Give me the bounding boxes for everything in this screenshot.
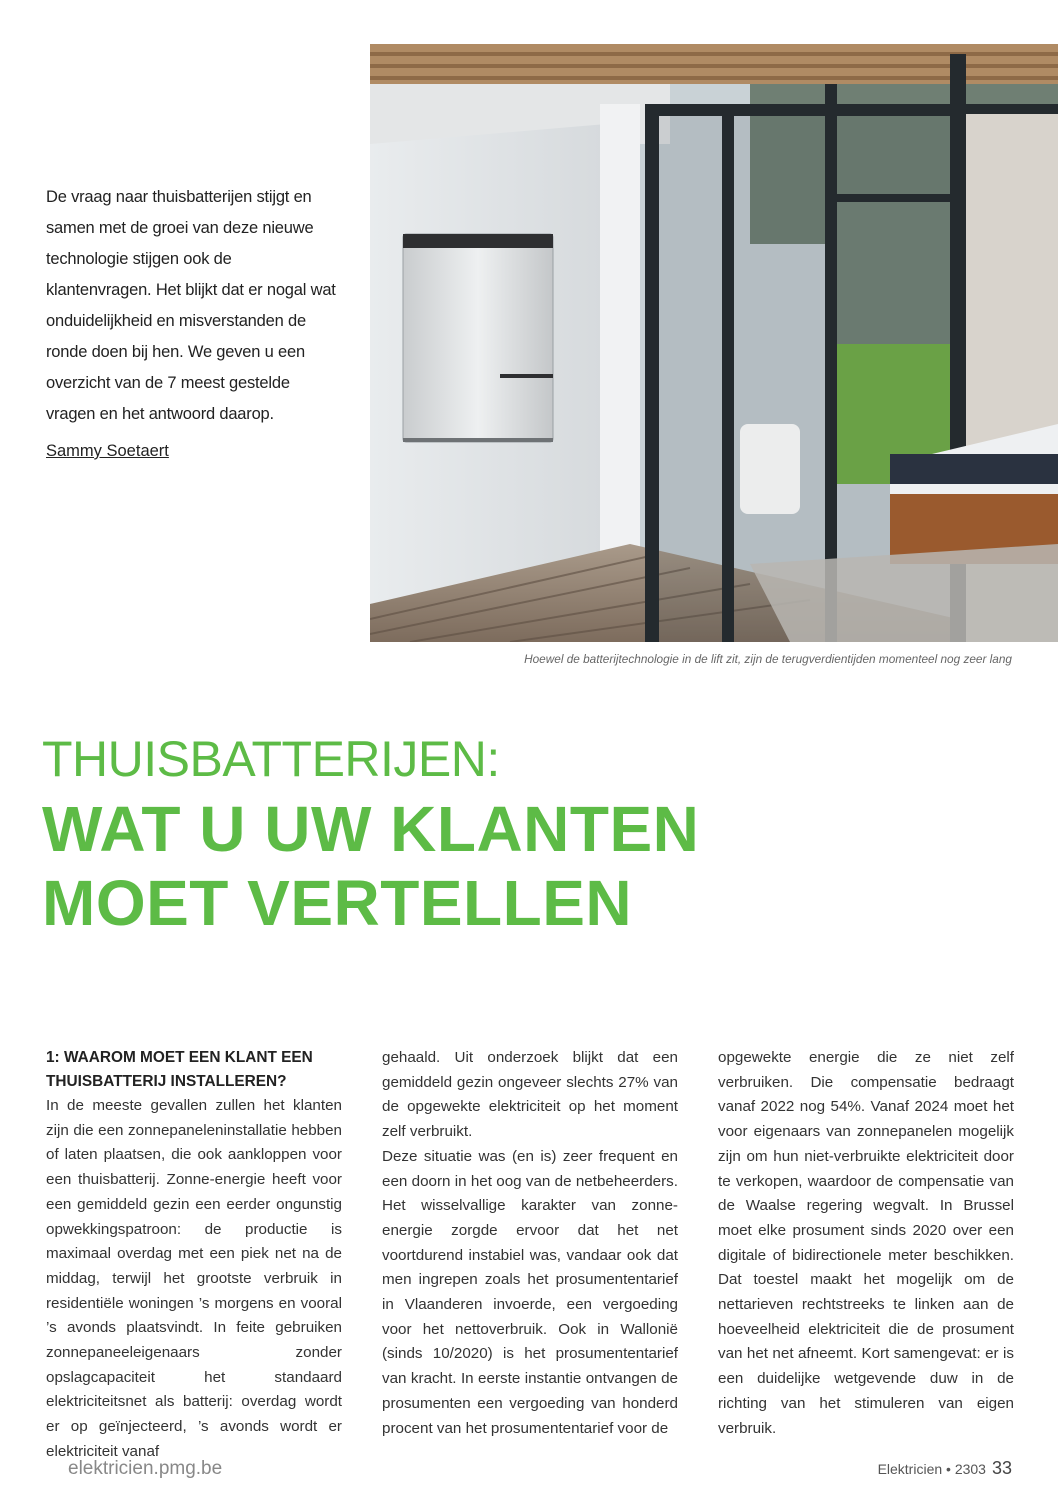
section-heading: 1: WAAROM MOET EEN KLANT EEN THUISBATTERIJ INSTALLEREN? [46, 1049, 313, 1090]
page-number: 33 [991, 1458, 1012, 1478]
headline-kicker: THUISBATTERIJEN: [42, 731, 500, 787]
issue-label: Elektricien • 2303 [877, 1461, 986, 1477]
article-column-2 [382, 1046, 678, 1441]
page-footer [878, 1458, 1012, 1479]
column-3-paragraph: opgewekte energie die ze niet zelf verbruiken. Die compensatie bedraagt vanaf 2022 nog 54%. Vanaf 2024 moet het voor eigenaars van zonnepanelen mogelijk zijn om hun niet-verbruikte elektriciteit door te verkopen, waardoor de compensatie van de Waalse regering wegvalt. In Brussel moet elke prosument sinds 2020 over een digitale of bidirectionele meter beschikken. Dat toestel maakt het mogelijk om de nettarieven rechtstreeks te linken aan de hoeveelheid elektriciteit die de prosument van het net afneemt. Kort samengevat: er is een duidelijke wetgevende duw in de richting van het stimuleren van eigen verbruik. [718, 1049, 1014, 1437]
photo-caption: Hoewel de batterijtechnologie in de lift zit, zijn de terugverdientijden momenteel nog zeer lang [524, 652, 1012, 666]
article-photo [370, 44, 1058, 642]
house-terrace-illustration [370, 44, 1058, 642]
website-link[interactable]: elektricien.pmg.be [68, 1458, 223, 1479]
intro-paragraph [46, 182, 336, 430]
headline-line-1: WAT U UW KLANTEN [42, 793, 700, 865]
column-2-paragraph-1: gehaald. Uit onderzoek blijkt dat een gemiddeld gezin ongeveer slechts 27% van de opgewekte elektriciteit op het moment zelf verbruikt. [382, 1049, 678, 1141]
article-column-1 [46, 1046, 342, 1465]
column-1-paragraph: In de meeste gevallen zullen het klanten zijn die een zonnepaneleninstallatie hebben of laten plaatsen, die ook aankloppen voor een thuisbatterij. Zonne-energie heeft voor een gemiddeld gezin een eerder ongunstig opwekkingspatroon: de productie is maximaal overdag met een piek net na de middag, terwijl het grootste verbruik in residentiële woningen ’s morgens en vooral ’s avonds plaatsvindt. In feite gebruiken zonnepaneeleigenaars zonder opslagcapaciteit het standaard elektriciteitsnet als batterij: overdag wordt er op geïnjecteerd, ’s avonds wordt er elektriciteit vanaf [46, 1097, 342, 1460]
author-byline[interactable]: Sammy Soetaert [46, 442, 169, 460]
headline-main [42, 792, 699, 940]
article-column-3 [718, 1046, 1014, 1441]
intro-text: De vraag naar thuisbatterijen stijgt en samen met de groei van deze nieuwe technologie stijgen ook de klantenvragen. Het blijkt dat er nogal wat onduidelijkheid en misverstanden de ronde doen bij hen. We geven u een overzicht van de 7 meest gestelde vragen en het antwoord daarop. [46, 188, 336, 423]
headline-line-2: MOET VERTELLEN [42, 867, 633, 939]
column-2-paragraph-2: Deze situatie was (en is) zeer frequent en een doorn in het oog van de netbeheerders. Het wisselvallige karakter van zonne-energie zorgde ervoor dat het net voortdurend instabiel was, vandaar ook dat men ingrepen zoals het prosumententarief in Vlaanderen invoerde, een vergoeding voor het nettoverbruik. Ook in Wallonië (sinds 10/2020) is het prosumententarief van kracht. In eerste instantie ontvangen de prosumenten een vergoeding van honderd procent van het prosumententarief voor de [382, 1147, 678, 1437]
